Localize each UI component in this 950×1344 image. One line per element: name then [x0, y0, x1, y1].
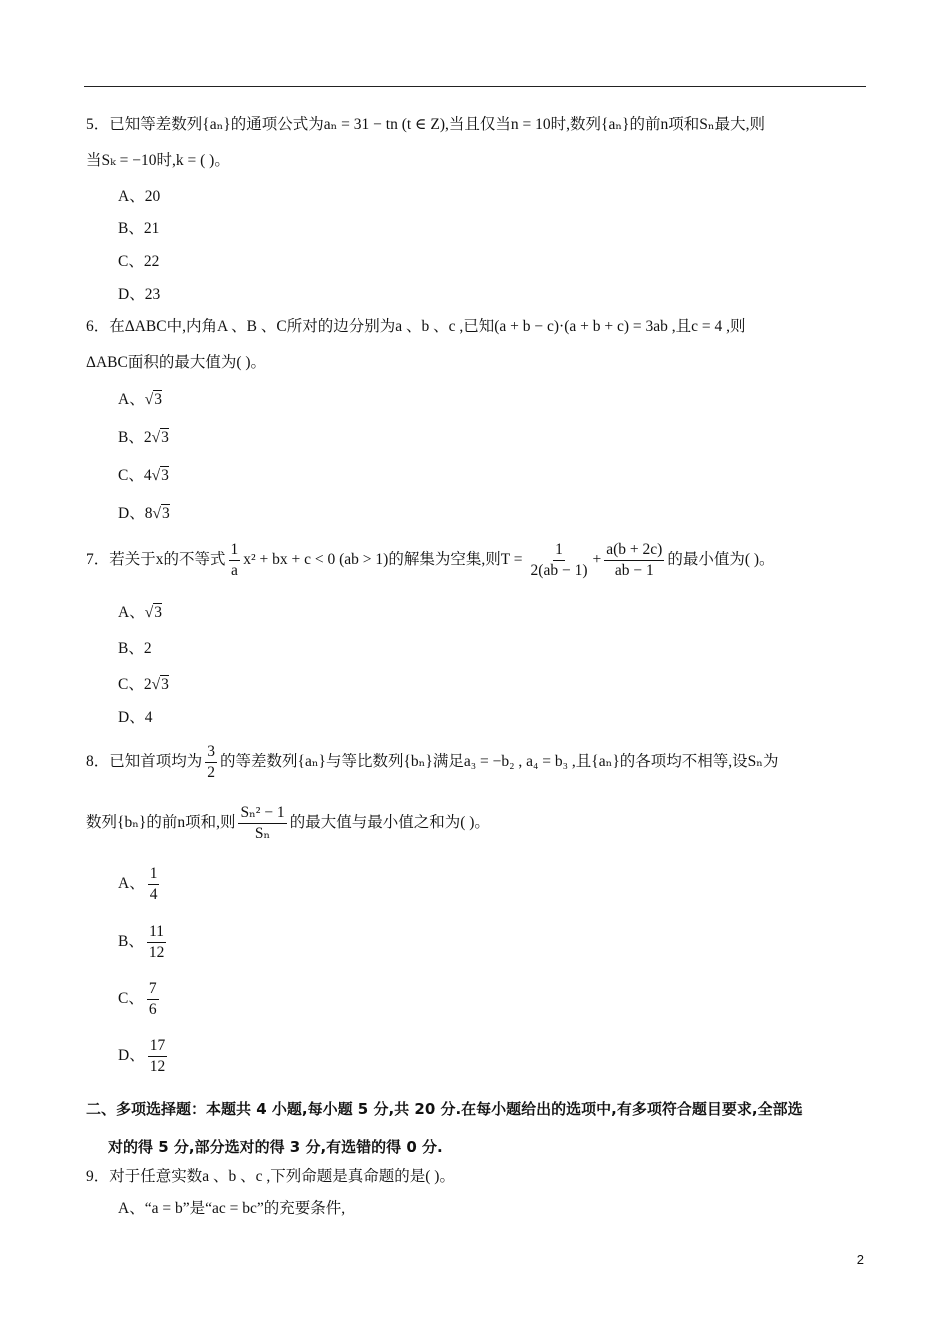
header-rule — [84, 86, 866, 87]
option-label: B、 — [118, 933, 144, 950]
fraction-numerator: Sₙ² − 1 — [238, 803, 286, 824]
radicand: 3 — [161, 505, 170, 522]
fraction-denominator: 2(ab − 1) — [530, 561, 588, 579]
option-label: A、 — [118, 604, 145, 621]
option-fraction — [147, 922, 167, 963]
q9-option-a: A、“a = b”是“ac = bc”的充要条件, — [118, 1200, 346, 1217]
fraction-numerator: 11 — [147, 922, 166, 943]
option-coef: 4 — [143, 467, 152, 484]
option-label: D、 — [118, 505, 145, 522]
q5-stem-line2: 当Sₖ = −10时,k = ( )。 — [86, 152, 230, 169]
q8-option-a — [118, 862, 162, 906]
fraction-denominator: ab − 1 — [614, 561, 654, 579]
option-fraction — [148, 1036, 168, 1077]
option-label: C、 — [118, 676, 144, 693]
q7-plus: + — [592, 551, 602, 568]
q7-prefix: 7．若关于x的不等式 — [86, 551, 226, 568]
option-label: A、 — [118, 875, 145, 892]
q6-option-c — [118, 465, 169, 487]
sqrt-expression: √3 — [151, 429, 169, 446]
option-fraction — [148, 864, 160, 905]
q8-fraction-expression — [238, 803, 286, 844]
fraction-numerator: 7 — [147, 979, 159, 1000]
q7-suffix: 的最小值为( )。 — [667, 551, 775, 568]
q8-prefix: 8．已知首项均为 — [86, 753, 203, 770]
fraction-denominator: 2 — [207, 763, 216, 781]
fraction-numerator: 17 — [148, 1036, 168, 1057]
option-fraction — [147, 979, 159, 1020]
page-number: 2 — [856, 1252, 864, 1267]
option-coef: 8 — [144, 505, 153, 522]
option-label: B、 — [118, 640, 144, 657]
q8-line2-prefix: 数列{bₙ}的前n项和,则 — [86, 814, 236, 831]
q6-option-a — [118, 389, 162, 411]
q8-fraction-three-halves — [205, 742, 217, 783]
radicand: 3 — [154, 604, 162, 621]
q8-line2-suffix: 的最大值与最小值之和为( )。 — [289, 814, 490, 831]
option-label: D、 — [118, 709, 145, 726]
fraction-numerator: 1 — [148, 864, 160, 885]
sqrt-expression: √3 — [151, 467, 169, 484]
q8-stem-line1 — [86, 740, 778, 784]
q7-option-a — [118, 602, 162, 624]
q6-stem-line2: ΔABC面积的最大值为( )。 — [86, 354, 267, 371]
fraction-denominator: a — [230, 561, 238, 579]
option-text: 4 — [144, 709, 153, 726]
fraction-denominator: 12 — [148, 943, 165, 961]
q5-option-c: C、22 — [118, 253, 160, 270]
fraction-denominator: Sₙ — [254, 824, 271, 842]
sqrt-expression: √3 — [144, 391, 162, 408]
fraction-numerator: a(b + 2c) — [604, 540, 664, 561]
q8-stem-line2 — [86, 800, 490, 846]
fraction-numerator: 1 — [229, 540, 241, 561]
q9-stem: 9．对于任意实数a 、b 、c ,下列命题是真命题的是( )。 — [86, 1168, 455, 1185]
radicand: 3 — [154, 391, 162, 408]
q8-option-c — [118, 977, 162, 1021]
sqrt-expression: √3 — [151, 676, 169, 693]
fraction-numerator: 1 — [553, 540, 565, 561]
section2-heading-line1: 二、多项选择题：本题共 4 小题,每小题 5 分,共 20 分.在每小题给出的选项中,有多项符合题目要求,全部选 — [86, 1100, 803, 1118]
fraction-denominator: 6 — [148, 1000, 157, 1018]
option-label: A、 — [118, 391, 145, 408]
radicand: 3 — [161, 676, 169, 693]
q7-middle: x² + bx + c < 0 (ab > 1)的解集为空集,则T = — [243, 551, 523, 568]
fraction-denominator: 4 — [149, 885, 158, 903]
sqrt-expression: √3 — [152, 505, 170, 522]
q8-option-b — [118, 920, 169, 964]
section2-heading-line2: 对的得 5 分,部分选对的得 3 分,有选错的得 0 分. — [108, 1138, 443, 1156]
q7-fraction-1-over-a — [229, 540, 241, 581]
q6-option-d — [118, 503, 170, 525]
q7-option-c — [118, 674, 169, 696]
option-label: C、 — [118, 467, 144, 484]
q6-stem-line1: 6．在ΔABC中,内角A 、B 、C所对的边分别为a 、b 、c ,已知(a + b − c)·(a + b + c) = 3ab ,且c = 4 ,则 — [86, 318, 746, 335]
radicand: 3 — [161, 467, 169, 484]
option-text: 2 — [143, 640, 152, 657]
q5-stem-line1: 5．已知等差数列{aₙ}的通项公式为aₙ = 31 − tn (t ∈ Z),当且仅当n = 10时,数列{aₙ}的前n项和Sₙ最大,则 — [86, 116, 765, 133]
q5-option-d: D、23 — [118, 286, 161, 303]
q8-option-d — [118, 1034, 170, 1078]
option-coef: 2 — [143, 429, 152, 446]
q7-stem — [86, 538, 775, 582]
q5-option-b: B、21 — [118, 220, 160, 237]
q8-middle: 的等差数列{aₙ}与等比数列{bₙ}满足a₃ = −b₂ , a₄ = b₃ ,且{aₙ}的各项均不相等,设Sₙ为 — [220, 753, 779, 770]
q7-option-b — [118, 638, 152, 660]
radicand: 3 — [161, 429, 169, 446]
fraction-denominator: 12 — [149, 1057, 166, 1075]
q7-option-d — [118, 707, 152, 729]
option-coef: 2 — [143, 676, 152, 693]
option-label: B、 — [118, 429, 144, 446]
q7-fraction-3 — [604, 540, 664, 581]
fraction-numerator: 3 — [205, 742, 217, 763]
q7-fraction-2 — [529, 540, 590, 581]
option-label: C、 — [118, 990, 144, 1007]
q6-option-b — [118, 427, 169, 449]
sqrt-expression: √3 — [144, 604, 162, 621]
q5-option-a: A、20 — [118, 188, 161, 205]
option-label: D、 — [118, 1047, 145, 1064]
